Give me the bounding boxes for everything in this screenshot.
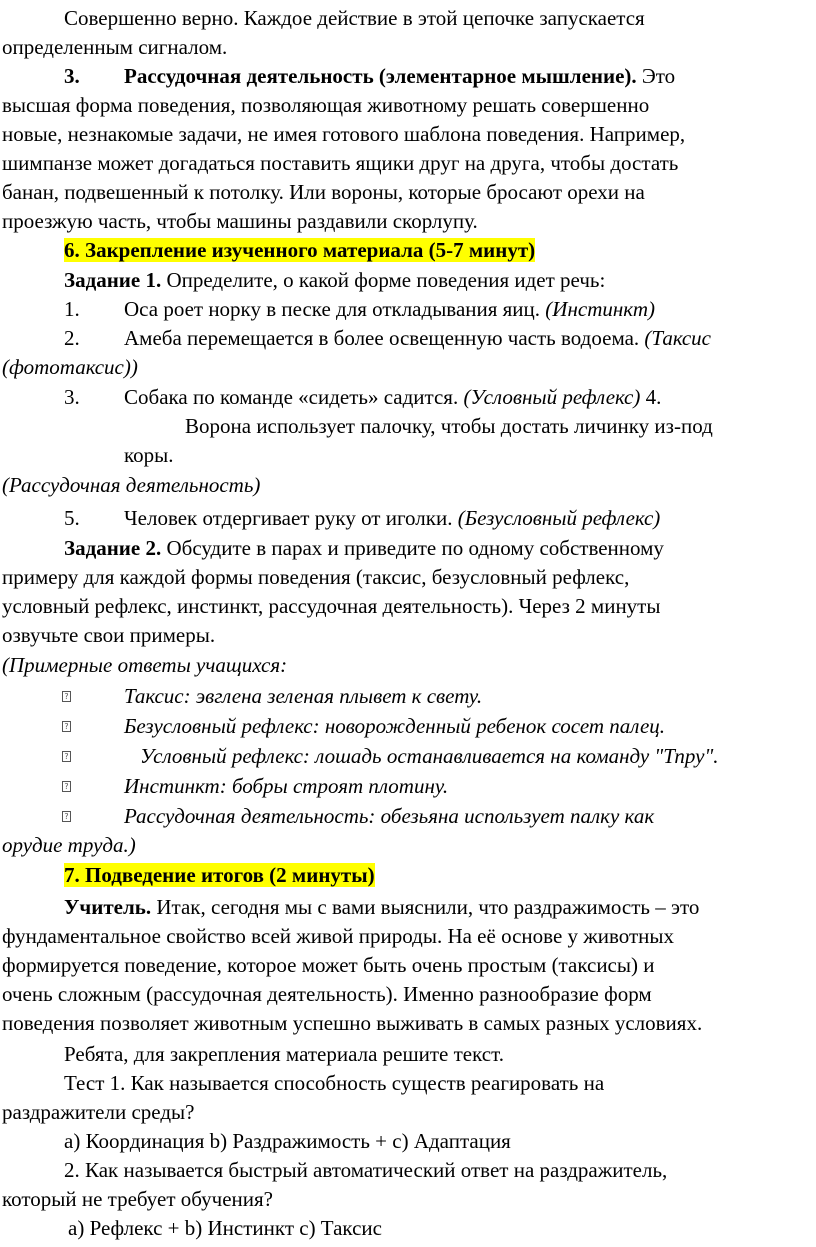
point3-line-2: высшая форма поведения, позволяющая животному решать совершенно <box>2 93 650 117</box>
missing-glyph-bullet-icon: ? <box>62 811 71 822</box>
test-q1-line-2: раздражители среды? <box>2 1100 195 1124</box>
task1-item-number: 3. <box>64 385 80 409</box>
task1-item-text: Амеба перемещается в более освещенную часть водоема. <box>124 326 645 350</box>
test-q2-line-1: 2. Как называется быстрый автоматический ответ на раздражитель, <box>64 1158 668 1182</box>
task1-item-text: Собака по команде «сидеть» садится. <box>124 385 464 409</box>
teacher-line-4: очень сложным (рассудочная деятельность). Именно разнообразие форм <box>2 982 652 1006</box>
section7-heading-line <box>64 861 375 890</box>
task2-line-2: примеру для каждой формы поведения (таксис, безусловный рефлекс, <box>2 565 630 589</box>
task1-item3-tail: 4. <box>640 385 662 409</box>
task1-item4-answer: (Рассудочная деятельность) <box>2 473 261 497</box>
test-q1-options: а) Координация b) Раздражимость + c) Адаптация <box>64 1129 511 1153</box>
task2-line-3: условный рефлекс, инстинкт, рассудочная деятельность). Через 2 минуты <box>2 594 661 618</box>
point3-number: 3. <box>64 64 80 88</box>
point3-line-5: банан, подвешенный к потолку. Или вороны, которые бросают орехи на <box>2 180 645 204</box>
task2-label: Задание 2. <box>64 536 162 560</box>
teacher-line-5: поведения позволяет животным успешно выживать в самых разных условиях. <box>2 1011 703 1035</box>
teacher-line-3: формируется поведение, которое может быть очень простым (таксисы) и <box>2 953 655 977</box>
test-q2-line-2: который не требует обучения? <box>2 1187 274 1211</box>
task1-item-answer: (Таксис <box>644 326 711 350</box>
missing-glyph-bullet-icon: ? <box>62 721 71 732</box>
task1-item <box>64 295 655 324</box>
task2-line1-rest: Обсудите в парах и приведите по одному собственному <box>161 536 664 560</box>
teacher-line1-rest: Итак, сегодня мы с вами выяснили, что раздражимость – это <box>151 895 700 919</box>
task1-item-text: Оса роет норку в песке для откладывания яиц. <box>124 297 546 321</box>
task1-item <box>64 383 661 412</box>
task2-bullet-item: Инстинкт: бобры строят плотину. <box>124 774 449 798</box>
test-q1-line-1: Тест 1. Как называется способность существ реагировать на <box>64 1071 605 1095</box>
task2-bullet-item: Рассудочная деятельность: обезьяна использует палку как <box>124 804 655 828</box>
task2-answers-intro: (Примерные ответы учащихся: <box>2 653 288 677</box>
teacher-label: Учитель. <box>64 895 152 919</box>
intro-line-2: определенным сигналом. <box>2 35 228 59</box>
test-q2-options: а) Рефлекс + b) Инстинкт c) Таксис <box>68 1216 382 1240</box>
task1-item-text: Человек отдергивает руку от иголки. <box>124 506 458 530</box>
task2-bullet5-continuation: орудие труда.) <box>2 833 136 857</box>
task1-item-answer: (Условный рефлекс) <box>463 385 641 409</box>
task1-item-number: 5. <box>64 506 80 530</box>
section6-heading-line <box>64 236 535 265</box>
task1-item-answer: (Инстинкт) <box>545 297 655 321</box>
point3-line-6: проезжую часть, чтобы машины раздавили скорлупу. <box>2 209 478 233</box>
point3-line-3: новые, незнакомые задачи, не имея готового шаблона поведения. Например, <box>2 122 686 146</box>
task2-bullet-item: Условный рефлекс: лошадь останавливается на команду "Тпру". <box>140 744 719 768</box>
task1-item <box>64 324 711 353</box>
task1-item4-line-1: Ворона использует палочку, чтобы достать личинку из-под <box>185 414 713 438</box>
teacher-line-2: фундаментальное свойство всей живой природы. На её основе у животных <box>2 924 675 948</box>
task2-bullet-item: Безусловный рефлекс: новорожденный ребенок сосет палец. <box>124 714 666 738</box>
test-intro: Ребята, для закрепления материала решите текст. <box>64 1042 504 1066</box>
point3-line-1 <box>64 62 675 91</box>
task2-line-1 <box>64 534 664 563</box>
task2-bullet-item: Таксис: эвглена зеленая плывет к свету. <box>124 684 483 708</box>
task1-item-number: 1. <box>64 297 80 321</box>
task1-item <box>64 504 660 533</box>
task1-text: Определите, о какой форме поведения идет речь: <box>161 268 606 292</box>
task1-item-answer: (Безусловный рефлекс) <box>457 506 661 530</box>
missing-glyph-bullet-icon: ? <box>62 691 71 702</box>
section7-heading: 7. Подведение итогов (2 минуты) <box>64 863 375 887</box>
missing-glyph-bullet-icon: ? <box>62 781 71 792</box>
missing-glyph-bullet-icon: ? <box>62 751 71 762</box>
task2-line-4: озвучьте свои примеры. <box>2 623 216 647</box>
teacher-line-1 <box>64 893 699 922</box>
task1-item2-continuation: (фототаксис)) <box>2 355 138 379</box>
task1-label: Задание 1. <box>64 268 162 292</box>
point3-title: Рассудочная деятельность (элементарное мышление). <box>124 64 637 88</box>
task1-item4-line-2: коры. <box>124 443 174 467</box>
task1-line <box>64 266 605 295</box>
point3-line-4: шимпанзе может догадаться поставить ящики друг на друга, чтобы достать <box>2 151 679 175</box>
intro-line-1: Совершенно верно. Каждое действие в этой цепочке запускается <box>64 6 645 30</box>
section6-heading: 6. Закрепление изученного материала (5-7 минут) <box>64 238 536 262</box>
point3-line1-rest: Это <box>636 64 676 88</box>
task1-item-number: 2. <box>64 326 80 350</box>
